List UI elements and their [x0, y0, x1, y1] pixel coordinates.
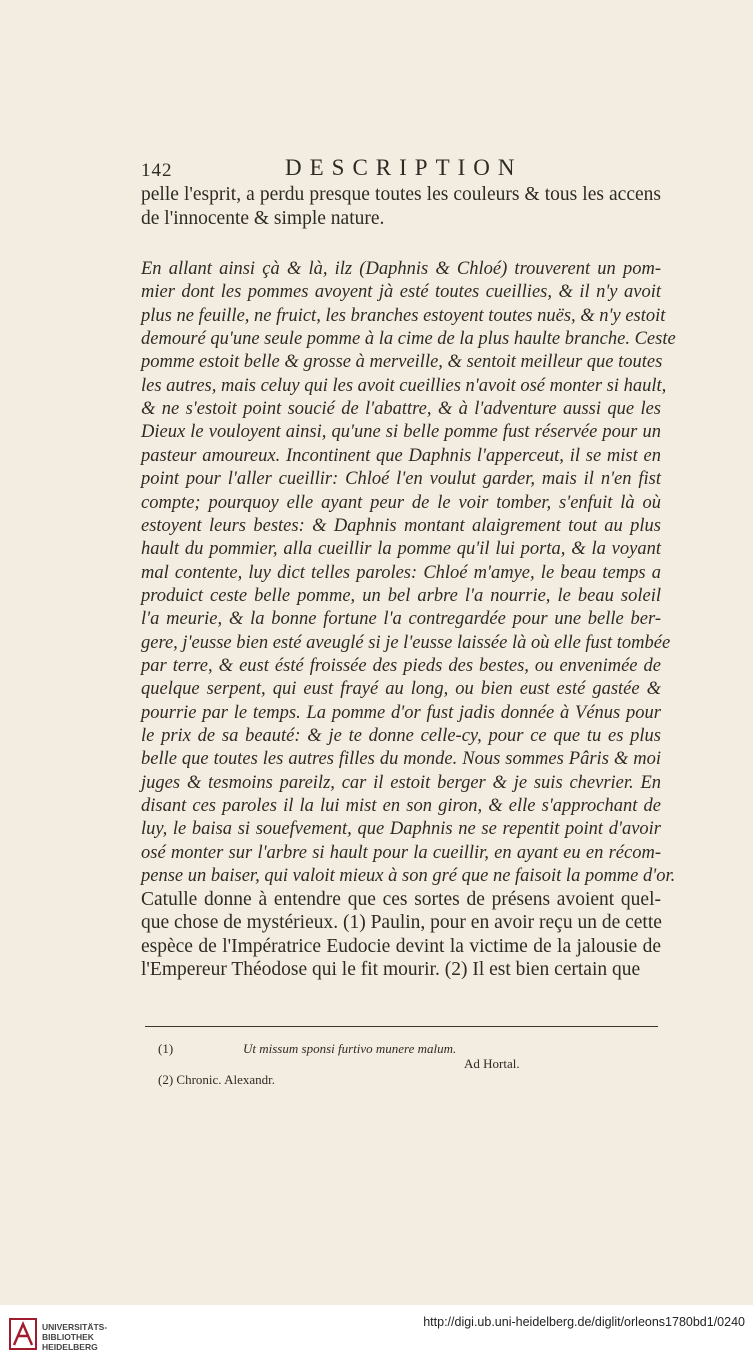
source-url-link[interactable]: http://digi.ub.uni-heidelberg.de/diglit/orleons1780bd1/0240	[423, 1315, 745, 1329]
text-line: que chose de mystérieux. (1) Paulin, pour en avoir reçu un de cette	[141, 912, 662, 934]
page-number: 142	[141, 160, 173, 181]
text-line: demouré qu'une seule pomme à la cime de la plus haulte branche. Ceste	[141, 329, 676, 350]
text-line: Catulle donne à entendre que ces sortes de présens avoient quel-	[141, 889, 661, 910]
footnote-2: (2) Chronic. Alexandr.	[158, 1072, 275, 1087]
text-line: & ne s'estoit point soucié de l'abattre, & à l'adventure aussi que les	[141, 399, 661, 420]
text-line: pense un baiser, qui valoit mieux à son gré que ne faisoit la pomme d'or.	[141, 866, 676, 887]
footnote-1-marker: (1)	[158, 1041, 174, 1056]
text-line: plus ne feuille, ne fruict, les branches estoyent toutes nuës, & n'y estoit	[141, 305, 666, 326]
text-line: le prix de sa beauté: & je te donne celle-cy, pour ce que tu es plus	[141, 726, 661, 746]
text-line: disant ces paroles il la lui mist en son giron, & elle s'approchant de	[141, 796, 661, 817]
text-line: belle que toutes les autres filles du monde. Nous sommes Pâris & moi	[141, 749, 661, 770]
text-line: juges & tesmoins pareilz, car il estoit berger & je suis chevrier. En	[141, 772, 661, 793]
text-line: osé monter sur l'arbre si hault pour la cueillir, en ayant eu en récom-	[141, 842, 661, 863]
text-line: espèce de l'Impératrice Eudocie devint la victime de la jalousie de	[141, 935, 661, 957]
text-line: de l'innocente & simple nature.	[141, 207, 385, 229]
text-line: point pour l'aller cueillir: Chloé l'en voulut garder, mais il n'en fist	[141, 469, 661, 490]
text-line: par terre, & eust ésté froissée des pieds des bestes, ou envenimée de	[141, 655, 661, 676]
text-line: quelque serpent, qui eust frayé au long, ou bien eust esté gastée &	[141, 679, 661, 700]
text-line: pourrie par le temps. La pomme d'or fust jadis donnée à Vénus pour	[141, 702, 661, 723]
running-title: DESCRIPTION	[285, 155, 523, 180]
text-line: pasteur amoureux. Incontinent que Daphnis l'apperceut, il se mist en	[141, 445, 661, 466]
text-line: produict ceste belle pomme, un bel arbre l'a nourrie, le beau soleil	[141, 585, 661, 606]
footnote-rule	[145, 1026, 658, 1027]
institution-name: UNIVERSITÄTS- BIBLIOTHEK HEIDELBERG	[42, 1322, 108, 1352]
text-line: gere, j'eusse bien esté aveuglé si je l'eusse laissée là où elle fust tombée	[141, 632, 671, 653]
footnote-1-source: Ad Hortal.	[464, 1056, 520, 1071]
footnote-1-text: Ut missum sponsi furtivo munere malum.	[243, 1041, 457, 1056]
text-line: En allant ainsi çà & là, ilz (Daphnis & Chloé) trouverent un pom-	[141, 259, 661, 279]
text-line: les autres, mais celuy qui les avoit cueillies n'avoit osé monter si hault,	[141, 375, 667, 396]
viewer-footer	[0, 1305, 753, 1361]
text-line: compte; pourquoy elle ayant peur de le voir tomber, s'enfuit là où	[141, 492, 661, 513]
text-line: hault du pommier, alla cueillir la pomme qu'il lui porta, & la voyant	[141, 539, 661, 560]
library-seal-icon	[8, 1316, 38, 1352]
text-line: pomme estoit belle & grosse à merveille, & sentoit meilleur que toutes	[141, 352, 663, 373]
text-line: mier dont les pommes avoyent jà esté toutes cueillies, & il n'y avoit	[141, 282, 661, 303]
text-line: l'a meurie, & la bonne fortune l'a contregardée pour une belle ber-	[141, 609, 661, 630]
text-line: Dieux le vouloyent ainsi, qu'une si belle pomme fust réservée pour un	[141, 422, 661, 443]
text-line: pelle l'esprit, a perdu presque toutes les couleurs & tous les accens	[141, 184, 661, 205]
text-line: l'Empereur Théodose qui le fit mourir. (2) Il est bien certain que	[141, 958, 641, 980]
text-line: estoyent leurs bestes: & Daphnis montant alaigrement tout au plus	[141, 515, 661, 536]
text-line: luy, le baisa si souefvement, que Daphnis ne se repentit point d'avoir	[141, 819, 661, 840]
text-line: mal contente, luy dict telles paroles: Chloé m'amye, le beau temps a	[141, 562, 661, 583]
